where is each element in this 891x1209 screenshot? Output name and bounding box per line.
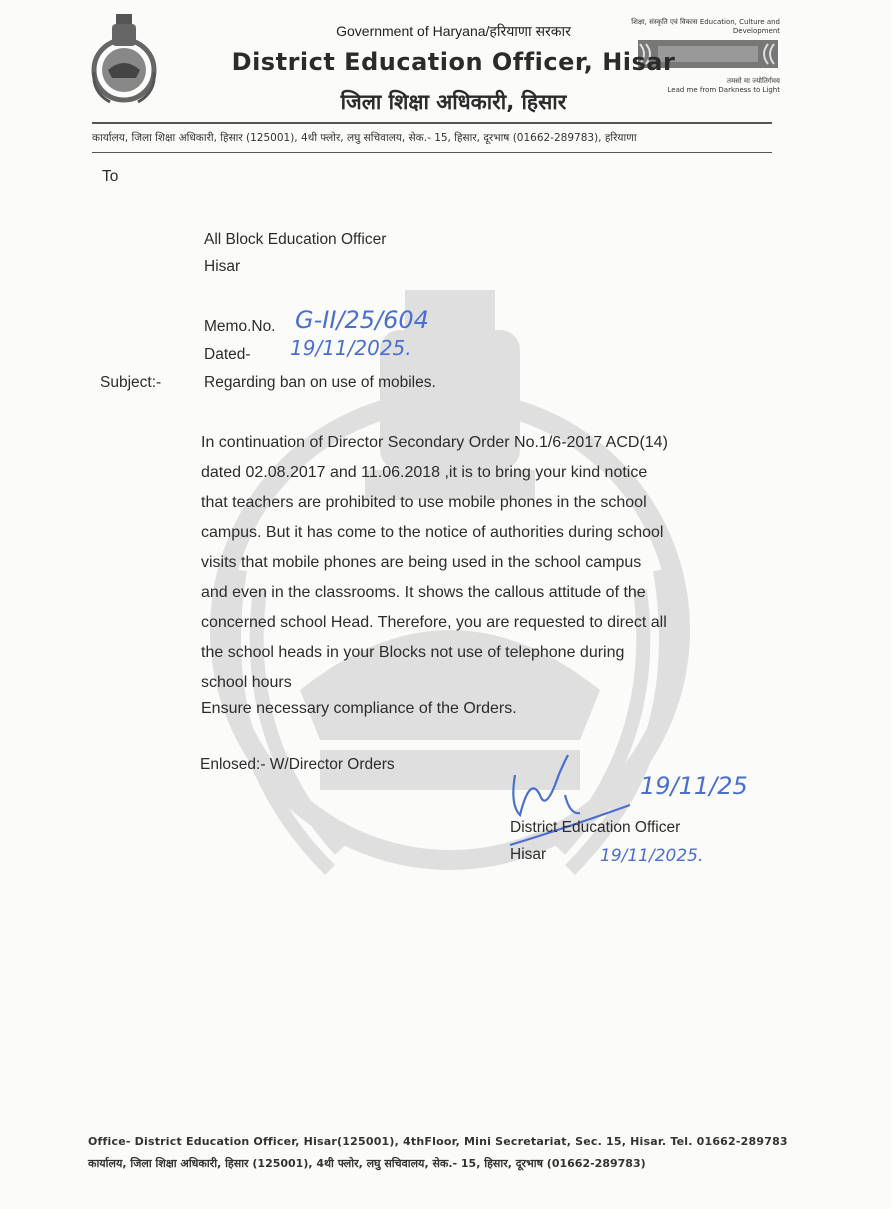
body-line: In continuation of Director Secondary Order No.1/6-2017 ACD(14) (201, 434, 668, 451)
office-title: District Education Officer, Hisar (231, 48, 676, 76)
body-line: the school heads in your Blocks not use of telephone during (201, 644, 625, 661)
dated-label: Dated- (204, 346, 251, 363)
logo-motto: Lead me from Darkness to Light (667, 86, 780, 94)
memo-number-handwritten: G-II/25/604 (295, 306, 429, 334)
recipient-line-2: Hisar (204, 258, 241, 275)
enclosure-line: Enlosed:- W/Director Orders (200, 756, 395, 773)
logo-motto-hindi: तमसो मा ज्योतिर्गमय (726, 77, 780, 85)
subject-text: Regarding ban on use of mobiles. (204, 374, 436, 391)
body-line: concerned school Head. Therefore, you are requested to direct all (201, 614, 667, 631)
office-title-hindi: जिला शिक्षा अधिकारी, हिसार (340, 90, 567, 114)
body-line: school hours (201, 674, 292, 691)
footer-address-hindi: कार्यालय, जिला शिक्षा अधिकारी, हिसार (125001), 4थी फ्लोर, लघु सचिवालय, सेक.- 15, हिसार, दूरभाष (01662-289783) (88, 1157, 646, 1170)
body-line: visits that mobile phones are being used in the school campus (201, 554, 642, 571)
header-divider (92, 122, 772, 124)
sign-date-handwritten: 19/11/25 (640, 772, 748, 800)
memo-label: Memo.No. (204, 318, 276, 335)
letter-body (201, 428, 771, 720)
signatory-title: District Education Officer (510, 819, 681, 836)
subject-label: Subject:- (100, 374, 162, 391)
body-line: campus. But it has come to the notice of authorities during school (201, 524, 664, 541)
header-divider-bottom (92, 152, 772, 153)
footer-address-english: Office- District Education Officer, Hisar(125001), 4thFloor, Mini Secretariat, Sec. 15, Hisar. Tel. 01662-289783 (88, 1135, 788, 1148)
salutation-to: To (102, 168, 119, 185)
body-line: Ensure necessary compliance of the Orders. (201, 700, 517, 717)
signatory-place: Hisar (510, 846, 547, 863)
body-line: and even in the classrooms. It shows the callous attitude of the (201, 584, 646, 601)
header-address: कार्यालय, जिला शिक्षा अधिकारी, हिसार (125001), 4थी फ्लोर, लघु सचिवालय, सेक.- 15, हिसार, दूरभाष (01662-289783), हरियाणा (92, 132, 637, 144)
body-line: that teachers are prohibited to use mobile phones in the school (201, 494, 647, 511)
government-line: Government of Haryana/हरियाणा सरकार (336, 23, 571, 39)
logo-tagline-top: शिक्षा, संस्कृति एवं विकास Education, Culture and Development (631, 18, 780, 35)
date-handwritten: 19/11/2025. (290, 336, 412, 360)
recipient-line-1: All Block Education Officer (204, 231, 387, 248)
signatory-date-handwritten: 19/11/2025. (600, 846, 704, 866)
body-line: dated 02.08.2017 and 11.06.2018 ,it is to bring your kind notice (201, 464, 648, 481)
